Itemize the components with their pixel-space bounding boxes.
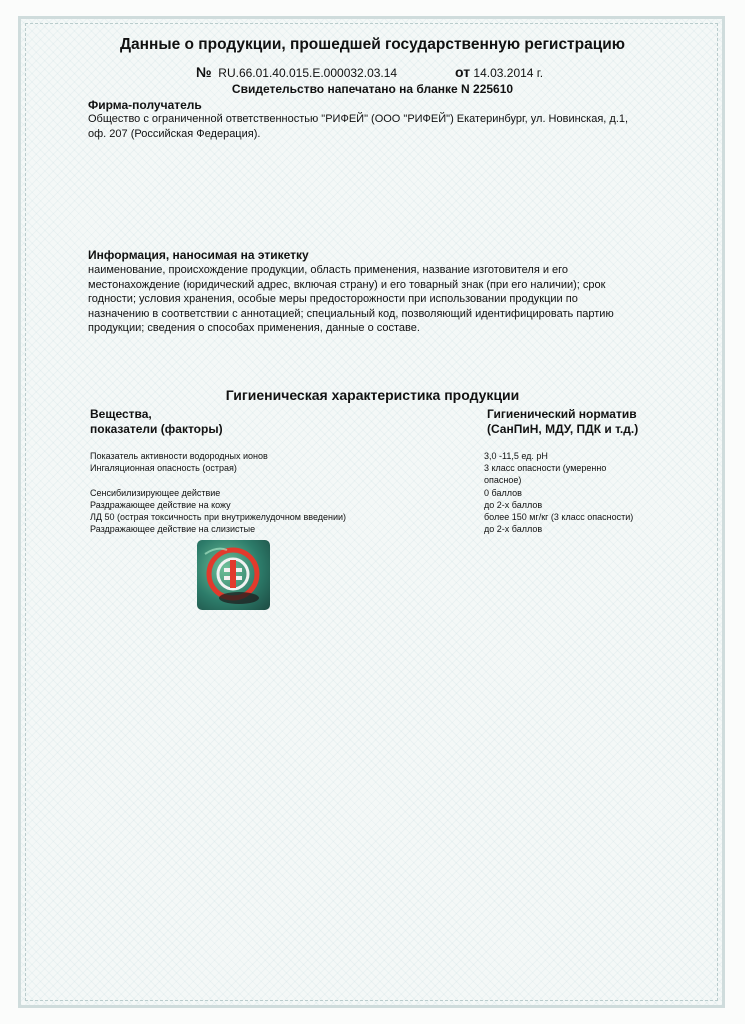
factor-cell: Ингаляционная опасность (острая): [90, 463, 237, 473]
registration-number: [196, 64, 397, 80]
factors-header-line: показатели (факторы): [90, 422, 223, 436]
norms-header-line: Гигиенический норматив: [487, 407, 637, 421]
norms-header-line: (СанПиН, МДУ, ПДК и т.д.): [487, 422, 639, 436]
label-info-text: [88, 263, 614, 336]
label-info-heading: Информация, наносимая на этикетку: [88, 248, 309, 262]
label-info-line: назначению в соответствии с аннотацией; специальный код, позволяющий идентифицировать партию: [88, 307, 614, 320]
label-info-line: наименование, происхождение продукции, область применения, название изготовителя и его: [88, 264, 569, 276]
norm-cell: 0 баллов: [484, 488, 522, 498]
hologram-seal-icon: [197, 540, 270, 610]
label-info-line: годности; условия хранения, особые меры предосторожности при использовании продукции по: [88, 293, 578, 305]
registration-date-value: 14.03.2014 г.: [473, 66, 544, 80]
factors-column-header: [90, 407, 223, 437]
label-info-line: местонахождение (юридический адрес, включая страну) и его товарный знак (при его наличии); срок: [88, 278, 606, 291]
factor-cell: Раздражающее действие на слизистые: [90, 524, 256, 534]
norm-cell: более 150 мг/кг (3 класс опасности): [484, 512, 634, 522]
registration-number-value: RU.66.01.40.015.Е.000032.03.14: [218, 66, 398, 80]
number-label: №: [196, 64, 212, 80]
factor-cell: ЛД 50 (острая токсичность при внутрижелудочном введении): [90, 512, 347, 522]
recipient-text: [88, 112, 628, 141]
norm-cell: 3,0 -11,5 ед. pH: [484, 451, 548, 461]
factors-header-line: Вещества,: [90, 407, 152, 421]
norm-cell: до 2-х баллов: [484, 524, 543, 534]
hygiene-heading: Гигиеническая характеристика продукции: [225, 387, 520, 403]
factor-cell: Раздражающее действие на кожу: [90, 500, 231, 510]
factor-cell: Сенсибилизирующее действие: [90, 488, 221, 498]
recipient-line: оф. 207 (Российская Федерация).: [88, 127, 261, 140]
label-info-line: продукции; сведения о способах применения, данные о составе.: [88, 322, 420, 334]
recipient-line: Общество с ограниченной ответственностью "РИФЕЙ" (ООО "РИФЕЙ") Екатеринбург, ул. Новинская, д.1,: [88, 113, 629, 125]
norms-column-header: [487, 407, 638, 437]
date-label: от: [455, 64, 471, 80]
factor-cell: Показатель активности водородных ионов: [90, 451, 268, 461]
norm-cell: 3 класс опасности (умеренно: [484, 463, 607, 473]
registration-date: [455, 64, 543, 80]
norm-cell: опасное): [484, 475, 522, 485]
page-title: Данные о продукции, прошедшей государственную регистрацию: [119, 36, 626, 53]
printed-form-note: Свидетельство напечатано на бланке N 225610: [231, 82, 514, 96]
recipient-heading: Фирма-получатель: [88, 98, 202, 112]
norm-cell: до 2-х баллов: [484, 500, 543, 510]
